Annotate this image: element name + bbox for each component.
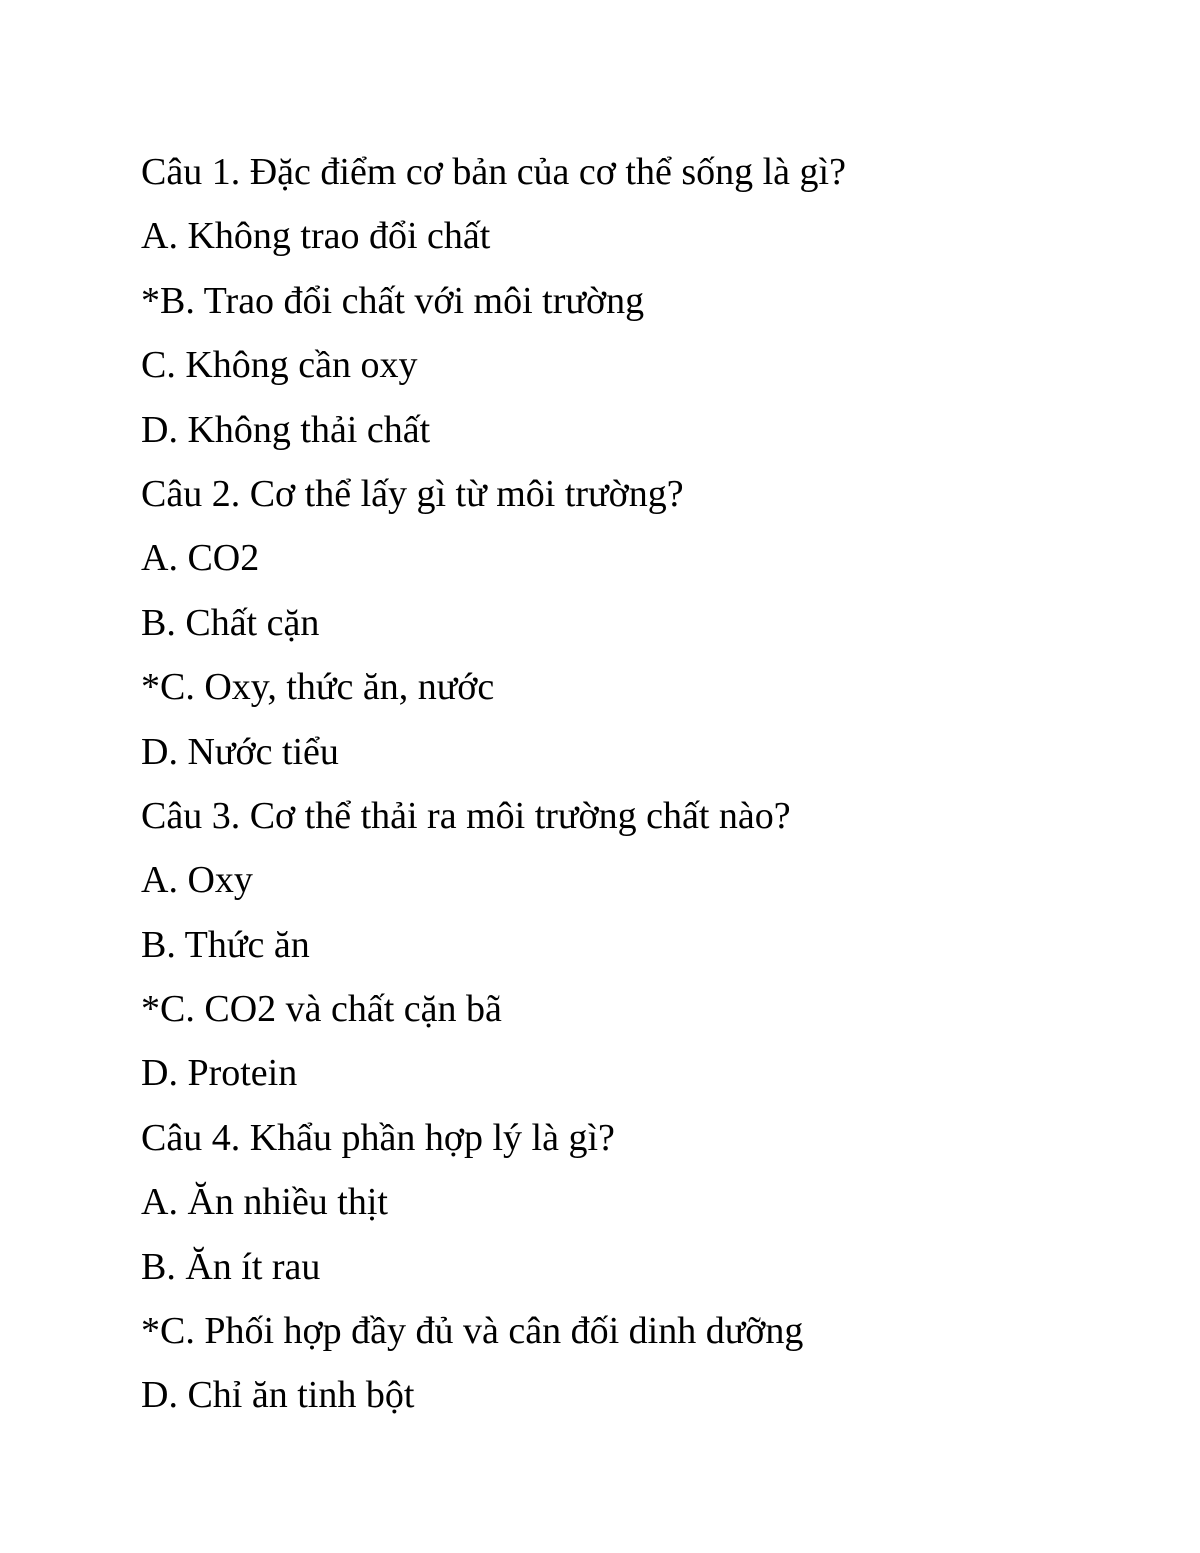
- answer-option-a: A. CO2: [141, 537, 260, 580]
- answer-option-d: D. Chỉ ăn tinh bột: [141, 1374, 415, 1417]
- answer-option-a: A. Oxy: [141, 859, 253, 902]
- answer-option-d: D. Không thải chất: [141, 408, 431, 451]
- question-prompt: Câu 2. Cơ thể lấy gì từ môi trường?: [141, 472, 684, 515]
- question-4: [141, 1106, 1141, 1428]
- answer-option-b: B. Thức ăn: [141, 923, 310, 966]
- question-1: [141, 140, 1141, 462]
- question-2: [141, 462, 1141, 784]
- answer-option-c-correct: *C. CO2 và chất cặn bã: [141, 988, 502, 1031]
- question-3: [141, 784, 1141, 1106]
- answer-option-c: C. Không cần oxy: [141, 344, 418, 387]
- question-prompt: Câu 3. Cơ thể thải ra môi trường chất nào?: [141, 794, 791, 837]
- answer-option-b: B. Ăn ít rau: [141, 1245, 321, 1288]
- answer-option-b: B. Chất cặn: [141, 601, 320, 644]
- question-prompt: Câu 4. Khẩu phần hợp lý là gì?: [141, 1116, 615, 1159]
- answer-option-c-correct: *C. Phối hợp đầy đủ và cân đối dinh dưỡng: [141, 1310, 804, 1353]
- answer-option-a: A. Không trao đổi chất: [141, 215, 491, 258]
- answer-option-d: D. Nước tiểu: [141, 730, 339, 773]
- answer-option-c-correct: *C. Oxy, thức ăn, nước: [141, 666, 495, 709]
- answer-option-b-correct: *B. Trao đổi chất với môi trường: [141, 279, 645, 322]
- question-prompt: Câu 1. Đặc điểm cơ bản của cơ thể sống là gì?: [141, 151, 846, 193]
- answer-option-a: A. Ăn nhiều thịt: [141, 1181, 388, 1224]
- document-body: [141, 140, 1141, 1428]
- answer-option-d: D. Protein: [141, 1052, 298, 1095]
